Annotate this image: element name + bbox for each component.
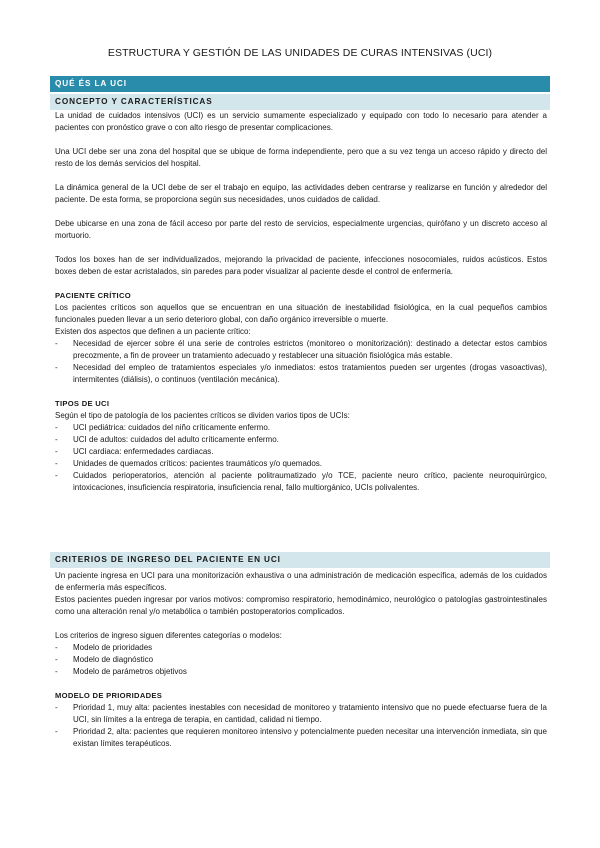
- subsection-heading-concepto: CONCEPTO Y CARACTERÍSTICAS: [50, 94, 550, 110]
- section2-content: [55, 570, 547, 750]
- uci-types-heading: TIPOS DE UCI: [55, 399, 110, 408]
- uci-types-lead: Según el tipo de patología de los pacientes críticos se dividen varios tipos de UCIs:: [55, 411, 350, 420]
- list-item: - Necesidad del empleo de tratamientos especiales y/o inmediatos: estos tratamientos pueden ser urgentes (drogas vasoactivas), intermitentes (diálisis), o continuos (ventilación mecánica).: [55, 362, 547, 386]
- critical-patient-list: [55, 338, 547, 386]
- list-item: - UCI cardiaca: enfermedades cardiacas.: [55, 446, 547, 458]
- list-item: - Cuidados perioperatorios, atención al paciente politraumatizado y/o TCE, paciente neuro crítico, paciente neuroquirúrgico, intoxicaciones, insuficiencia respiratoria, insuficiencia renal, fallo multiorgánico, UCIs polivalentes.: [55, 470, 547, 494]
- list-item: - UCI de adultos: cuidados del adulto críticamente enfermo.: [55, 434, 547, 446]
- models-list: [55, 642, 547, 678]
- paragraph: La unidad de cuidados intensivos (UCI) es un servicio sumamente especializado y equipado con todo lo necesario para atender a pacientes con pronóstico grave o con alto riesgo de presentar complicaciones.: [55, 111, 547, 132]
- section-heading-que-es-la-uci: QUÉ ÉS LA UCI: [50, 76, 550, 92]
- section1-content: [55, 110, 547, 494]
- list-item: - Prioridad 1, muy alta: pacientes inestables con necesidad de monitoreo y tratamiento intensivo que no puede efectuarse fuera de la UCI, sin límites a la entrega de terapia, en cantidad, calidad ni tiempo.: [55, 702, 547, 726]
- list-item: - Modelo de prioridades: [55, 642, 547, 654]
- document-title: ESTRUCTURA Y GESTIÓN DE LAS UNIDADES DE CURAS INTENSIVAS (UCI): [107, 47, 493, 59]
- priority-model-list: [55, 702, 547, 750]
- critical-patient-lead: Existen dos aspectos que definen a un paciente crítico:: [55, 327, 251, 336]
- paragraph: Estos pacientes pueden ingresar por varios motivos: compromiso respiratorio, hemodinámico, neurológico o patologías gastrointestinales como una alteración renal y/o metabólica o también postoperatorios complicados.: [55, 595, 547, 616]
- list-item: - Unidades de quemados críticos: pacientes traumáticos y/o quemados.: [55, 458, 547, 470]
- paragraph: Un paciente ingresa en UCI para una monitorización exhaustiva o una administración de medicación específica, además de los cuidados de enfermería más específicos.: [55, 571, 547, 592]
- uci-types-list: [55, 422, 547, 494]
- list-item: - Modelo de parámetros objetivos: [55, 666, 547, 678]
- list-item: - Necesidad de ejercer sobre él una serie de controles estrictos (monitoreo o monitorización): destinado a detectar estos cambios precozmente, a fin de proveer un tratamiento adecuado y restablecer una situación fisiológica más estable.: [55, 338, 547, 362]
- paragraph: La dinámica general de la UCI debe de ser el trabajo en equipo, las actividades deben centrarse y realizarse en función y alrededor del paciente. De esta forma, se proporciona según sus necesidades, unos cuidados de calidad.: [55, 183, 547, 204]
- list-item: - Modelo de diagnóstico: [55, 654, 547, 666]
- list-item: - UCI pediátrica: cuidados del niño críticamente enfermo.: [55, 422, 547, 434]
- critical-patient-intro: Los pacientes críticos son aquellos que se encuentran en una situación de inestabilidad fisiológica, en la cual pequeños cambios funcionales pueden llevar a un serio deterioro global, con daño orgánico irreversible o muerte.: [55, 303, 547, 324]
- priority-model-heading: MODELO DE PRIORIDADES: [55, 691, 163, 700]
- paragraph: Debe ubicarse en una zona de fácil acceso por parte del resto de servicios, especialmente urgencias, quirófano y un discreto acceso al mortuorio.: [55, 219, 547, 240]
- critical-patient-heading: PACIENTE CRÍTICO: [55, 291, 131, 300]
- criteria-lead: Los criterios de ingreso siguen diferentes categorías o modelos:: [55, 631, 282, 640]
- list-item: - Prioridad 2, alta: pacientes que requieren monitoreo intensivo y potencialmente pueden necesitar una intervención inmediata, sin que existan límites terapéuticos.: [55, 726, 547, 750]
- paragraph: Todos los boxes han de ser individualizados, mejorando la privacidad de paciente, infecciones nosocomiales, ruidos acústicos. Estos boxes deben de estar acristalados, sin paredes para poder visualizar al paciente desde el control de enfermería.: [55, 255, 547, 276]
- paragraph: Una UCI debe ser una zona del hospital que se ubique de forma independiente, pero que a su vez tenga un acceso rápido y directo del resto de los demás servicios del hospital.: [55, 147, 547, 168]
- section-heading-criterios-ingreso: CRITERIOS DE INGRESO DEL PACIENTE EN UCI: [50, 552, 550, 568]
